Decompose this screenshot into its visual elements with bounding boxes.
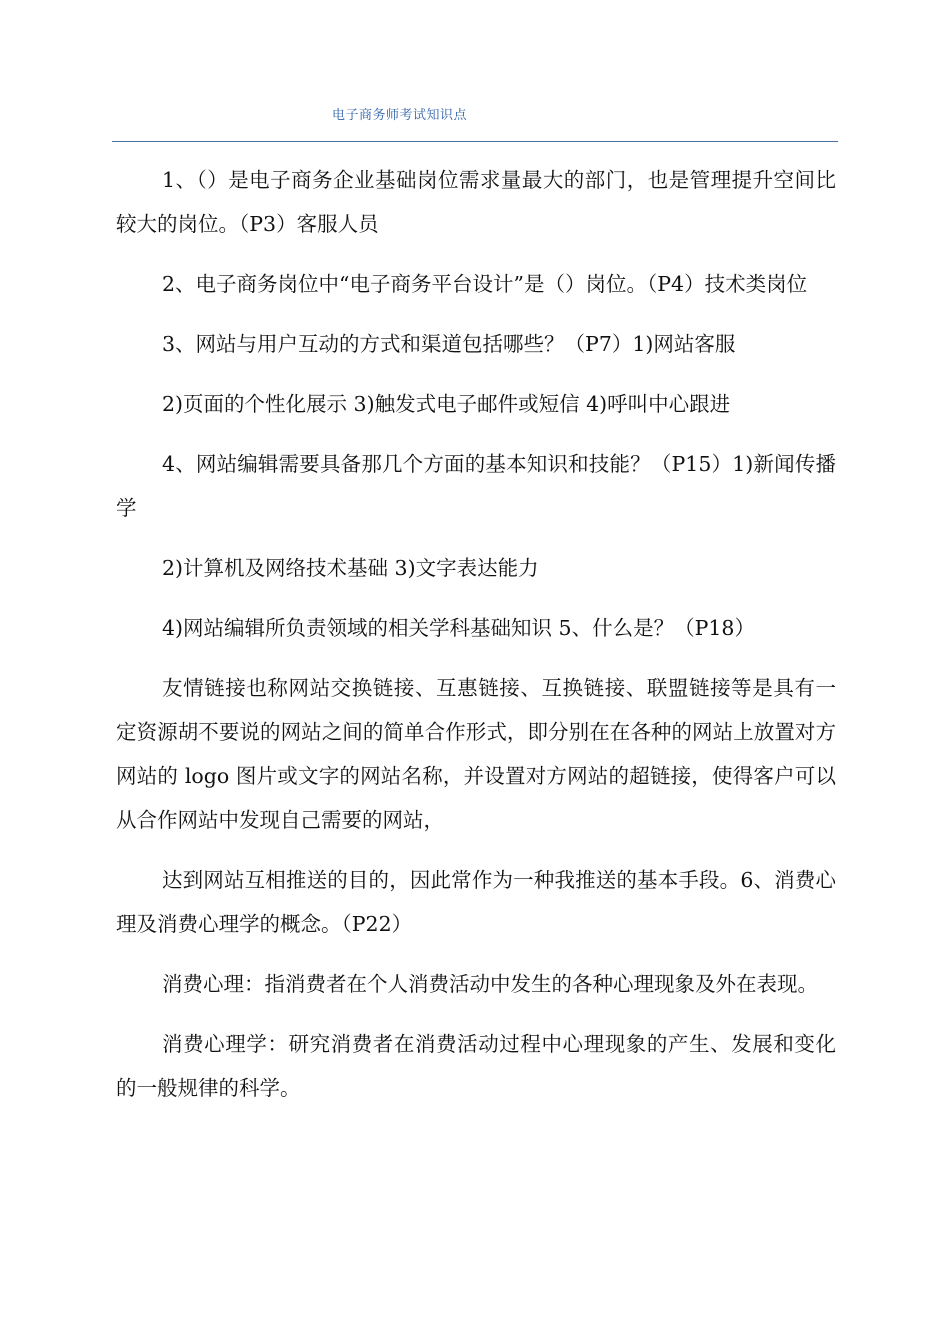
paragraph-8: 友情链接也称网站交换链接、互惠链接、互换链接、联盟链接等是具有一定资源胡不要说的网站之间的简单合作形式，即分别在在各种的网站上放置对方网站的 logo 图片或文字的网站名称，并设置对方网站的超链接，使得客户可以从合作网站中发现自己需要的网站， — [116, 676, 836, 832]
document-body — [116, 158, 836, 1126]
paragraph-1: 1、（）是电子商务企业基础岗位需求量最大的部门，也是管理提升空间比较大的岗位。（P3）客服人员 — [116, 168, 836, 236]
paragraph-5: 4、网站编辑需要具备那几个方面的基本知识和技能？（P15）1)新闻传播学 — [116, 452, 836, 520]
page-header-title: 电子商务师考试知识点 — [332, 108, 468, 123]
paragraph-11: 消费心理学：研究消费者在消费活动过程中心理现象的产生、发展和变化的一般规律的科学。 — [116, 1032, 836, 1100]
paragraph-4: 2)页面的个性化展示 3)触发式电子邮件或短信 4)呼叫中心跟进 — [162, 392, 731, 416]
paragraph-3: 3、网站与用户互动的方式和渠道包括哪些？（P7）1)网站客服 — [162, 332, 736, 356]
paragraph-7: 4)网站编辑所负责领域的相关学科基础知识 5、什么是？（P18） — [162, 616, 755, 640]
header-divider — [112, 141, 838, 142]
paragraph-9: 达到网站互相推送的目的，因此常作为一种我推送的基本手段。6、消费心理及消费心理学的概念。（P22） — [116, 868, 836, 936]
paragraph-2: 2、电子商务岗位中“电子商务平台设计”是（）岗位。（P4）技术类岗位 — [162, 272, 808, 296]
paragraph-6: 2)计算机及网络技术基础 3)文字表达能力 — [162, 556, 539, 580]
paragraph-10: 消费心理：指消费者在个人消费活动中发生的各种心理现象及外在表现。 — [162, 972, 818, 996]
